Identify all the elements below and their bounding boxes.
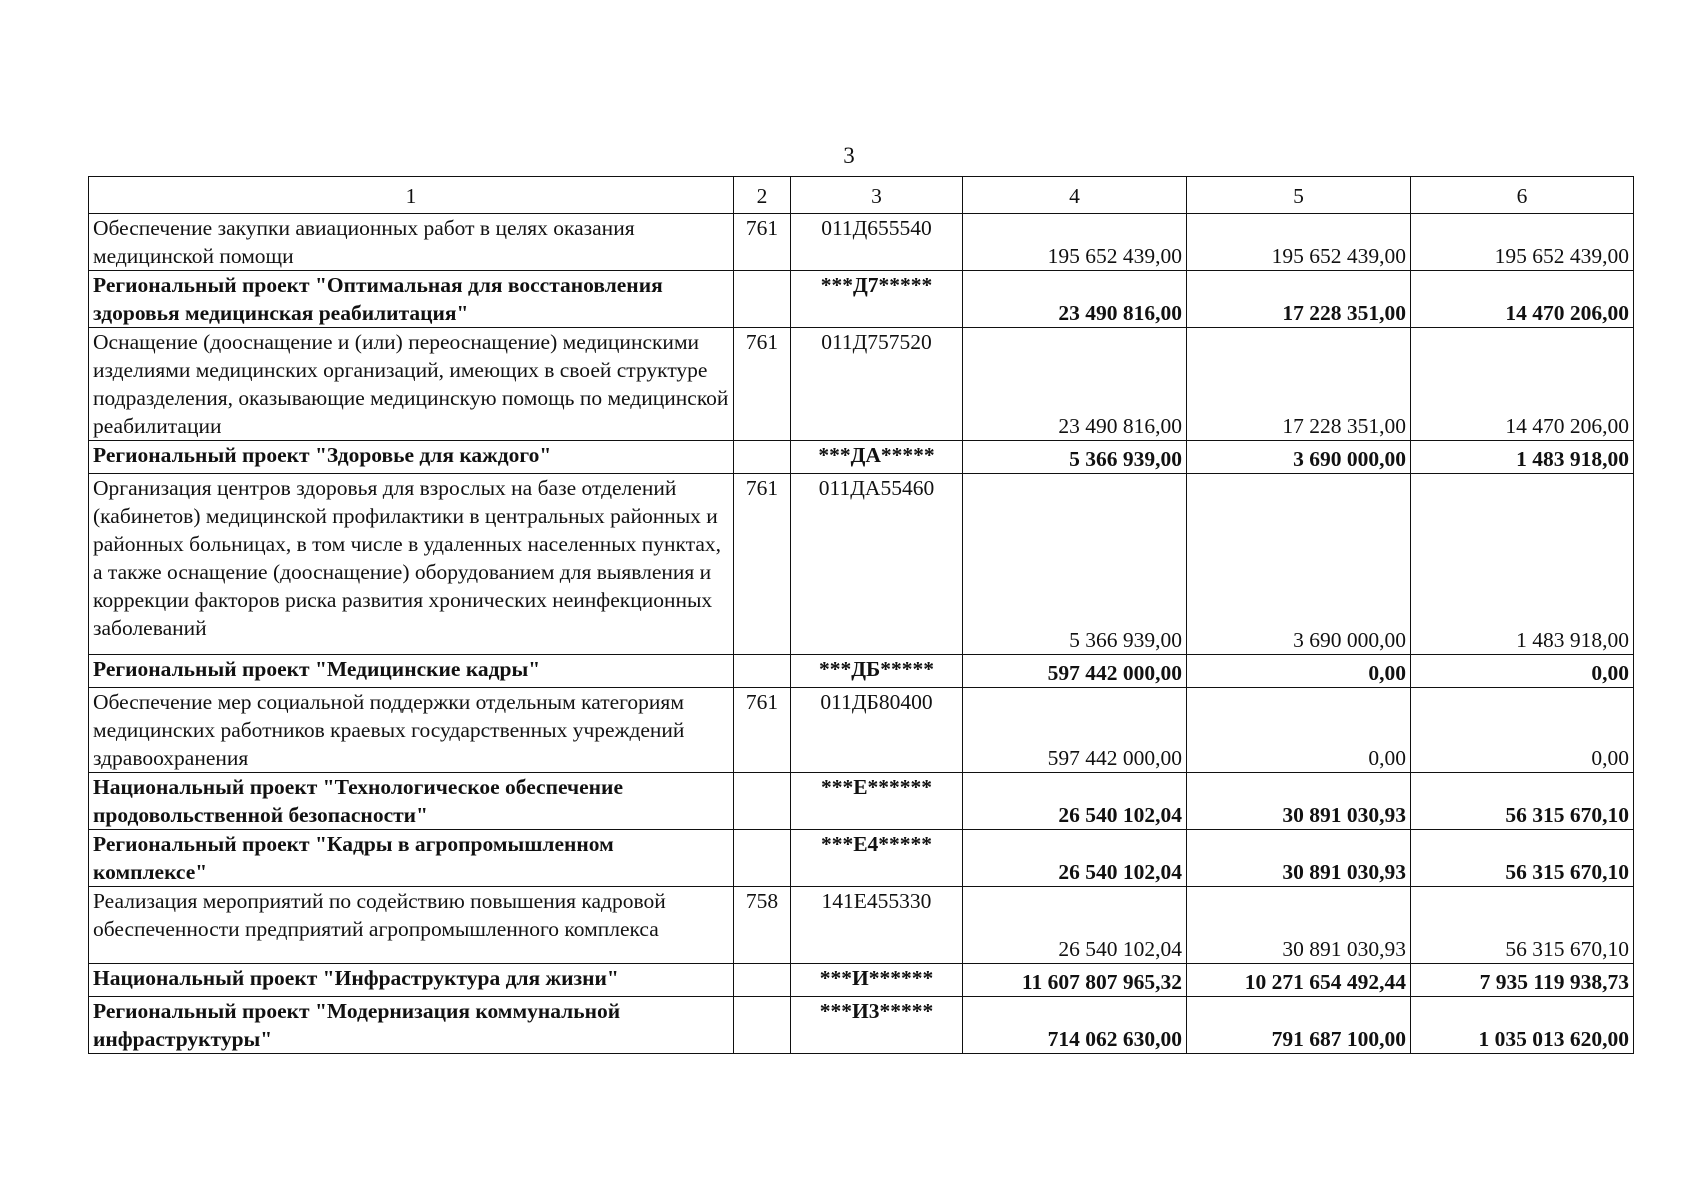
row-amount-col-5: 17 228 351,00 [1187,328,1411,441]
row-name-cell: Региональный проект "Медицинские кадры" [89,655,734,688]
table-row [89,830,1634,887]
table-header-row [89,177,1634,214]
row-amount-col-4: 26 540 102,04 [963,773,1187,830]
row-code-cell: 761 [734,688,791,773]
row-amount-col-4: 23 490 816,00 [963,328,1187,441]
row-amount-col-5: 3 690 000,00 [1187,474,1411,655]
row-name-cell: Организация центров здоровья для взрослых на базе отделений (кабинетов) медицинской профилактики в центральных районных и районных больницах, в том числе в удаленных населенных пунктах, а также оснащение (дооснащение) оборудованием для выявления и коррекции факторов риска развития хронических неинфекционных заболеваний [89,474,734,655]
row-name-cell: Оснащение (дооснащение и (или) переоснащение) медицинскими изделиями медицинских организаций, имеющих в своей структуре подразделения, оказывающие медицинскую помощь по медицинской реабилитации [89,328,734,441]
row-classification-code-cell: ***Д7***** [791,271,963,328]
row-code-cell: 761 [734,474,791,655]
row-name-cell: Национальный проект "Технологическое обеспечение продовольственной безопасности" [89,773,734,830]
header-col-1: 1 [89,177,734,214]
row-amount-col-4: 597 442 000,00 [963,688,1187,773]
row-amount-col-6: 1 035 013 620,00 [1411,997,1634,1054]
row-name-cell: Реализация мероприятий по содействию повышения кадровой обеспеченности предприятий агропромышленного комплекса [89,887,734,964]
table-row [89,655,1634,688]
table-row [89,441,1634,474]
row-amount-col-6: 56 315 670,10 [1411,773,1634,830]
row-amount-col-5: 30 891 030,93 [1187,830,1411,887]
row-classification-code-cell: 011ДБ80400 [791,688,963,773]
row-code-cell: 758 [734,887,791,964]
row-classification-code-cell: ***И3***** [791,997,963,1054]
row-code-cell [734,964,791,997]
row-classification-code-cell: 011ДА55460 [791,474,963,655]
row-code-cell [734,830,791,887]
row-classification-code-cell: ***ДБ***** [791,655,963,688]
row-name-cell: Региональный проект "Оптимальная для восстановления здоровья медицинская реабилитация" [89,271,734,328]
row-amount-col-6: 7 935 119 938,73 [1411,964,1634,997]
row-name-cell: Национальный проект "Инфраструктура для жизни" [89,964,734,997]
header-col-2: 2 [734,177,791,214]
row-amount-col-6: 195 652 439,00 [1411,214,1634,271]
table-row [89,688,1634,773]
row-amount-col-4: 5 366 939,00 [963,474,1187,655]
row-name-cell: Обеспечение закупки авиационных работ в целях оказания медицинской помощи [89,214,734,271]
row-name-cell: Региональный проект "Здоровье для каждого" [89,441,734,474]
row-classification-code-cell: 011Д757520 [791,328,963,441]
row-amount-col-5: 195 652 439,00 [1187,214,1411,271]
table-row [89,214,1634,271]
row-code-cell [734,271,791,328]
row-amount-col-5: 0,00 [1187,655,1411,688]
row-name-cell: Обеспечение мер социальной поддержки отдельным категориям медицинских работников краевых государственных учреждений здравоохранения [89,688,734,773]
row-amount-col-4: 11 607 807 965,32 [963,964,1187,997]
row-classification-code-cell: ***Е****** [791,773,963,830]
row-amount-col-6: 0,00 [1411,688,1634,773]
row-amount-col-6: 56 315 670,10 [1411,830,1634,887]
row-amount-col-5: 791 687 100,00 [1187,997,1411,1054]
table-row [89,964,1634,997]
row-amount-col-4: 195 652 439,00 [963,214,1187,271]
row-name-cell: Региональный проект "Модернизация коммунальной инфраструктуры" [89,997,734,1054]
row-name-cell: Региональный проект "Кадры в агропромышленном комплексе" [89,830,734,887]
row-classification-code-cell: 141Е455330 [791,887,963,964]
row-code-cell [734,997,791,1054]
row-amount-col-6: 56 315 670,10 [1411,887,1634,964]
row-amount-col-4: 23 490 816,00 [963,271,1187,328]
row-amount-col-4: 26 540 102,04 [963,887,1187,964]
row-code-cell [734,773,791,830]
row-amount-col-4: 597 442 000,00 [963,655,1187,688]
budget-table-body [89,177,1634,1054]
header-col-3: 3 [791,177,963,214]
table-row [89,271,1634,328]
header-col-6: 6 [1411,177,1634,214]
row-amount-col-5: 30 891 030,93 [1187,887,1411,964]
table-row [89,997,1634,1054]
row-code-cell: 761 [734,328,791,441]
table-row [89,328,1634,441]
row-amount-col-4: 5 366 939,00 [963,441,1187,474]
row-classification-code-cell: ***И****** [791,964,963,997]
row-amount-col-5: 0,00 [1187,688,1411,773]
row-amount-col-5: 10 271 654 492,44 [1187,964,1411,997]
row-amount-col-6: 14 470 206,00 [1411,271,1634,328]
row-amount-col-5: 30 891 030,93 [1187,773,1411,830]
row-code-cell [734,441,791,474]
row-code-cell [734,655,791,688]
row-classification-code-cell: 011Д655540 [791,214,963,271]
page-number: 3 [843,143,855,168]
header-col-4: 4 [963,177,1187,214]
table-row [89,474,1634,655]
row-amount-col-6: 1 483 918,00 [1411,474,1634,655]
row-amount-col-6: 1 483 918,00 [1411,441,1634,474]
header-col-5: 5 [1187,177,1411,214]
row-amount-col-6: 0,00 [1411,655,1634,688]
row-amount-col-5: 17 228 351,00 [1187,271,1411,328]
row-code-cell: 761 [734,214,791,271]
row-classification-code-cell: ***ДА***** [791,441,963,474]
row-classification-code-cell: ***Е4***** [791,830,963,887]
table-row [89,887,1634,964]
table-row [89,773,1634,830]
row-amount-col-5: 3 690 000,00 [1187,441,1411,474]
budget-table [88,176,1634,1054]
row-amount-col-4: 714 062 630,00 [963,997,1187,1054]
row-amount-col-4: 26 540 102,04 [963,830,1187,887]
row-amount-col-6: 14 470 206,00 [1411,328,1634,441]
